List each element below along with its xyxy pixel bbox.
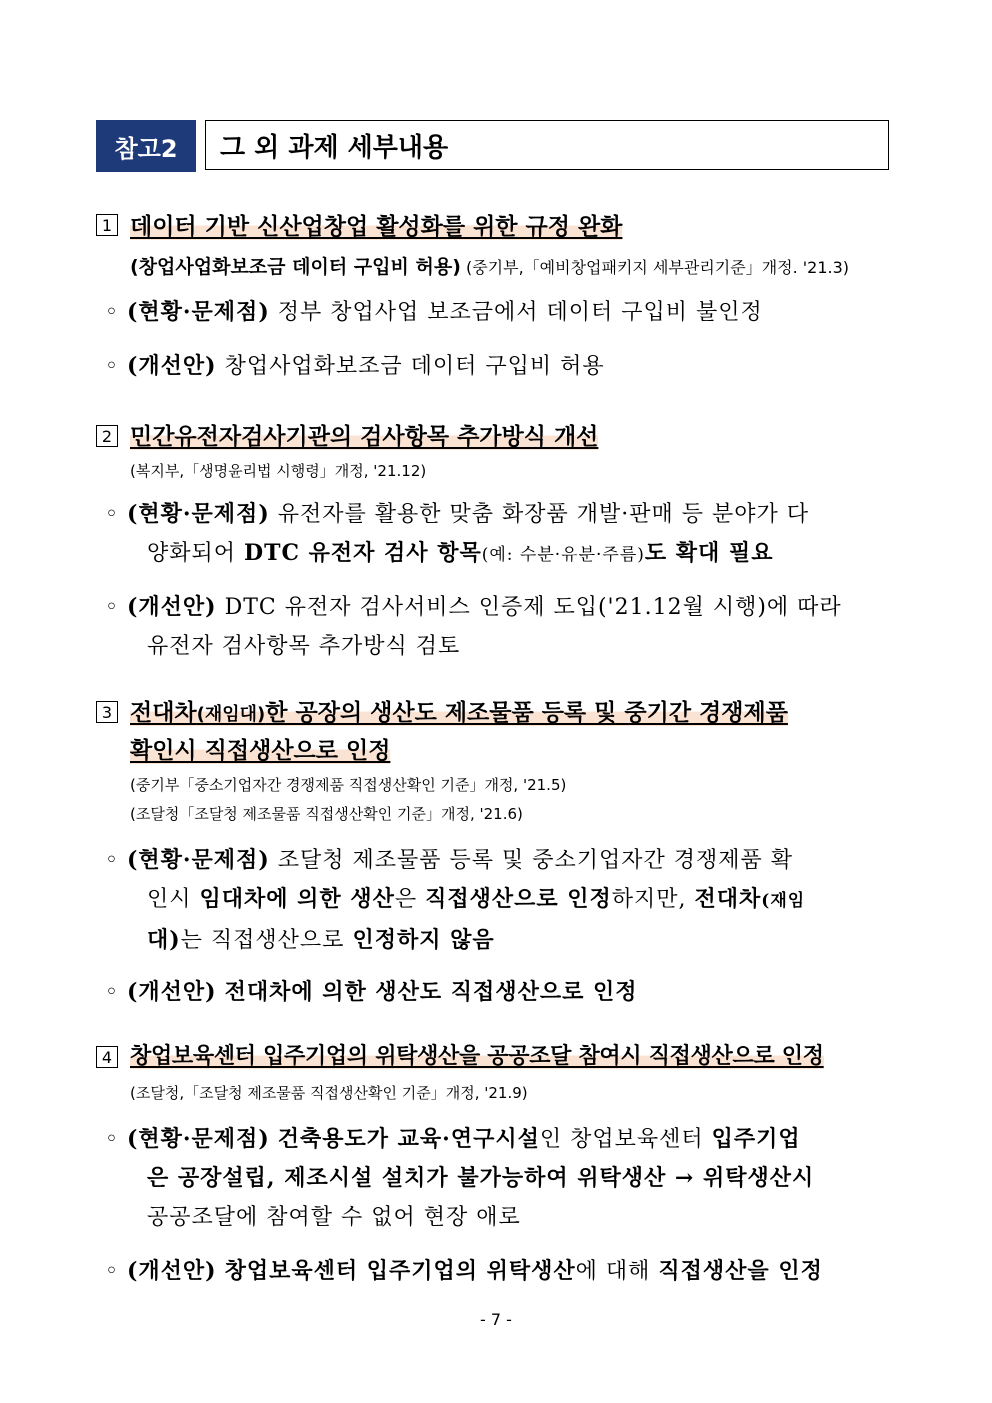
section-number: 4 [96, 1046, 118, 1068]
section-subtitle: (창업사업화보조금 데이터 구입비 허용) (중기부,「예비창업패키지 세부관리기준」개정. '21.3) [130, 256, 850, 278]
section-meta: (복지부,「생명윤리법 시행령」개정, '21.12) [130, 462, 427, 480]
page-number: - 7 - [480, 1310, 512, 1329]
bullet-item: ◦ (개선안) 전대차에 의한 생산도 직접생산으로 인정 [105, 979, 638, 1005]
reference-badge: 참고2 [96, 120, 196, 172]
section-title: 창업보육센터 입주기업의 위탁생산을 공공조달 참여시 직접생산으로 인정 [130, 1044, 824, 1069]
section-title: 전대차(재임대)한 공장의 생산도 제조물품 등록 및 중기간 경쟁제품 [130, 700, 788, 726]
section-meta: (조달청,「조달청 제조물품 직접생산확인 기준」개정, '21.9) [130, 1084, 528, 1102]
bullet-item: ◦ (개선안) 창업보육센터 입주기업의 위탁생산에 대해 직접생산을 인정 [105, 1258, 823, 1284]
section-number: 1 [96, 214, 118, 236]
bullet-item: ◦ (현황·문제점) 건축용도가 교육·연구시설인 창업보육센터 입주기업 은 공장설립, 제조시설 설치가 불가능하여 위탁생산 → 위탁생산시 공공조달에 참여할 수 없어 현장 애로 [105, 1126, 815, 1230]
section-title-line2: 확인시 직접생산으로 인정 [130, 738, 391, 764]
page-title: 그 외 과제 세부내용 [205, 120, 889, 170]
section-title: 데이터 기반 신산업창업 활성화를 위한 규정 완화 [130, 214, 623, 240]
section-meta: (중기부「중소기업자간 경쟁제품 직접생산확인 기준」개정, '21.5) [130, 776, 567, 794]
bullet-item: ◦ (개선안) DTC 유전자 검사서비스 인증제 도입('21.12월 시행)에 따라 유전자 검사항목 추가방식 검토 [105, 594, 842, 659]
section-meta: (조달청「조달청 제조물품 직접생산확인 기준」개정, '21.6) [130, 805, 523, 823]
bullet-item: ◦ (현황·문제점) 유전자를 활용한 맞춤 화장품 개발·판매 등 분야가 다 양화되어 DTC 유전자 검사 항목(예: 수분·유분·주름)도 확대 필요 [105, 501, 809, 566]
section-number: 2 [96, 425, 118, 447]
bullet-item: ◦ (현황·문제점) 정부 창업사업 보조금에서 데이터 구입비 불인정 [105, 299, 763, 325]
section-title: 민간유전자검사기관의 검사항목 추가방식 개선 [130, 424, 599, 450]
section-number: 3 [96, 701, 118, 723]
bullet-item: ◦ (개선안) 창업사업화보조금 데이터 구입비 허용 [105, 353, 605, 379]
bullet-item: ◦ (현황·문제점) 조달청 제조물품 등록 및 중소기업자간 경쟁제품 확 인시 임대차에 의한 생산은 직접생산으로 인정하지만, 전대차(재임 대)는 직접생산으로 인정하지 않음 [105, 847, 806, 953]
